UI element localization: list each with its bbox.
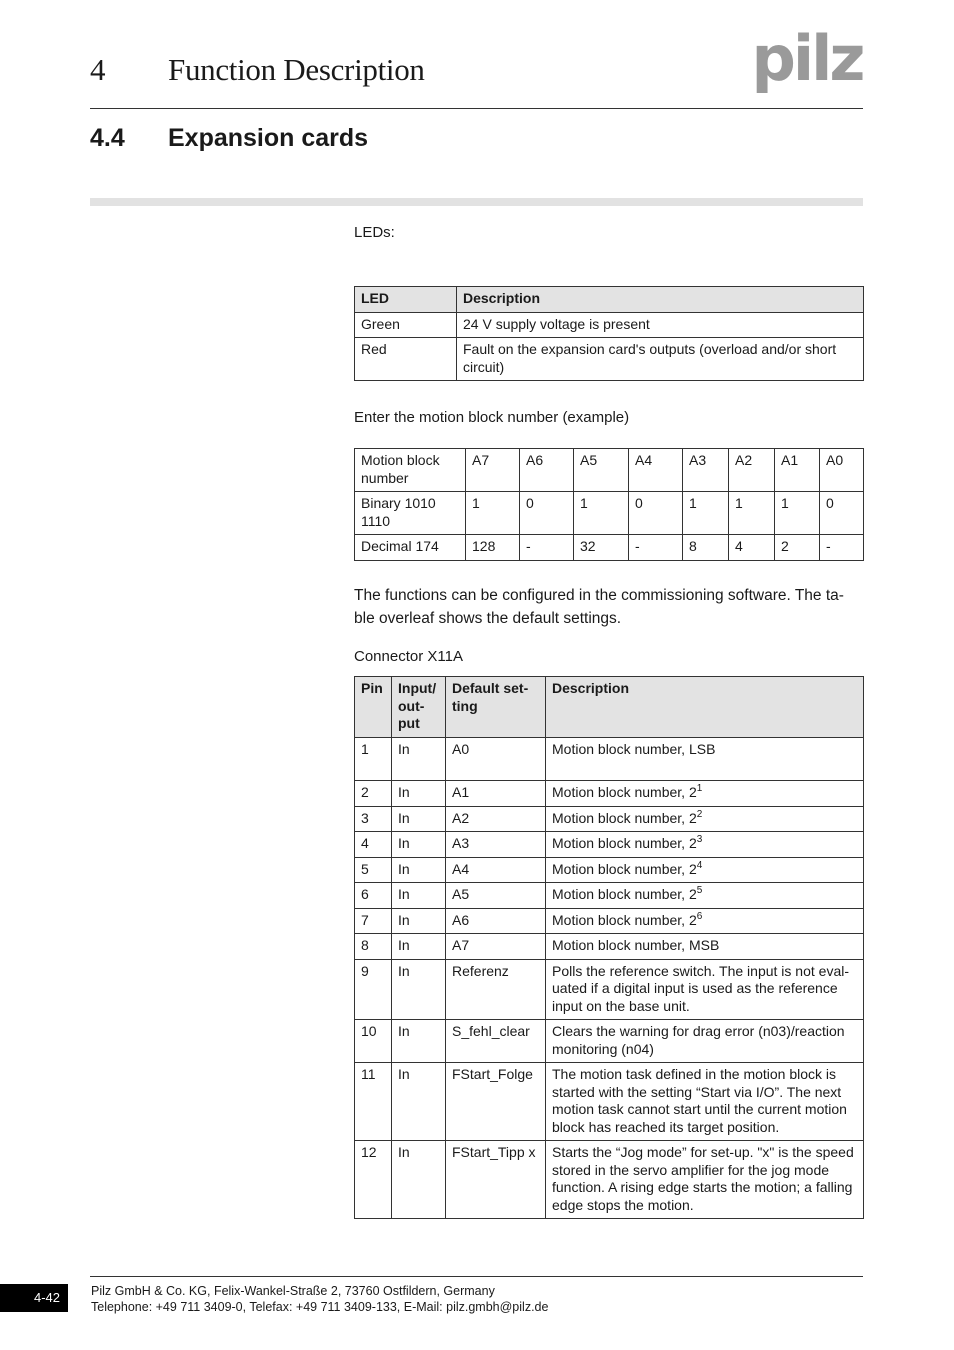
table-row — [355, 492, 864, 535]
table-cell — [355, 806, 392, 832]
cell-text: Motion block number, 2 — [552, 784, 697, 800]
table-cell — [546, 738, 864, 781]
table-cell — [355, 1063, 392, 1141]
cell-text: A7 — [452, 937, 470, 953]
config-paragraph — [354, 584, 844, 630]
table-cell — [446, 781, 546, 807]
header-rule — [90, 108, 863, 109]
table-row — [355, 449, 864, 492]
table-cell: 4 — [729, 535, 775, 561]
table-cell: - — [820, 535, 864, 561]
cell-text: A0 — [452, 741, 470, 757]
table-row — [355, 781, 864, 807]
table-cell — [355, 883, 392, 909]
table-cell — [392, 738, 446, 781]
section-divider-bar — [90, 198, 863, 206]
table-header-cell: Default set- ting — [446, 677, 546, 738]
table-cell: A0 — [820, 449, 864, 492]
table-cell: 0 — [820, 492, 864, 535]
table-row — [355, 832, 864, 858]
table-cell — [392, 1020, 446, 1063]
table-row — [355, 959, 864, 1020]
table-row — [355, 1020, 864, 1063]
table-cell — [446, 1141, 546, 1219]
table-row — [355, 738, 864, 781]
exponent: 3 — [696, 834, 703, 845]
table-header-cell: LED — [355, 287, 457, 313]
table-cell — [446, 1063, 546, 1141]
table-cell — [355, 1141, 392, 1219]
table-cell — [446, 832, 546, 858]
cell-text: 7 — [361, 911, 369, 928]
table-cell — [355, 832, 392, 858]
cell-text: FStart_Tipp x — [452, 1144, 536, 1160]
table-cell: Fault on the expansion card's outputs (overload and/or short circuit) — [457, 338, 864, 381]
table-cell — [355, 959, 392, 1020]
table-header-cell: Input/ out- put — [392, 677, 446, 738]
table-cell — [355, 908, 392, 934]
table-cell — [392, 806, 446, 832]
table-cell — [546, 806, 864, 832]
table-cell — [355, 1020, 392, 1063]
table-header-cell: Pin — [355, 677, 392, 738]
table-cell — [392, 781, 446, 807]
table-cell: 2 — [775, 535, 820, 561]
config-line-1: The functions can be configured in the commissioning software. The ta- — [354, 587, 844, 604]
leds-label: LEDs: — [354, 224, 395, 241]
table-cell — [392, 959, 446, 1020]
table-row — [355, 1063, 864, 1141]
footer-rule — [90, 1276, 863, 1277]
table-cell: 1 — [729, 492, 775, 535]
table-header-cell: Description — [546, 677, 864, 738]
table-cell: Red — [355, 338, 457, 381]
cell-text: 6 — [361, 886, 369, 902]
table-cell: A7 — [466, 449, 520, 492]
table-cell — [546, 1141, 864, 1219]
table-cell — [392, 1063, 446, 1141]
table-cell: Green — [355, 312, 457, 338]
cell-text: In — [398, 835, 410, 851]
table-cell — [546, 1063, 864, 1141]
table-cell: A5 — [574, 449, 629, 492]
table-cell: 1 — [466, 492, 520, 535]
cell-text: 11 — [361, 1066, 376, 1082]
cell-text: A2 — [452, 809, 470, 826]
table-cell: A6 — [520, 449, 574, 492]
table-cell: 24 V supply voltage is present — [457, 312, 864, 338]
cell-text: A6 — [452, 911, 470, 928]
cell-text: A1 — [452, 784, 470, 800]
cell-text: FStart_Folge — [452, 1066, 533, 1082]
table-cell — [446, 959, 546, 1020]
table-cell — [392, 832, 446, 858]
cell-text: Motion block number, 2 — [552, 911, 697, 928]
table-cell — [392, 1141, 446, 1219]
table-cell: A4 — [629, 449, 683, 492]
cell-text: 9 — [361, 962, 369, 979]
cell-text: Motion block number, 2 — [552, 835, 697, 851]
table-cell — [546, 781, 864, 807]
cell-text: S_fehl_clear — [452, 1023, 530, 1039]
table-cell — [546, 857, 864, 883]
table-cell: - — [629, 535, 683, 561]
cell-text: 8 — [361, 937, 369, 953]
table-cell — [392, 857, 446, 883]
table-cell — [392, 883, 446, 909]
table-cell: 32 — [574, 535, 629, 561]
table-cell — [446, 857, 546, 883]
connector-label: Connector X11A — [354, 648, 463, 665]
page-number: 4-42 — [0, 1284, 68, 1312]
table-row — [355, 908, 864, 934]
table-cell — [546, 883, 864, 909]
cell-text: Motion block number, MSB — [552, 937, 720, 953]
pilz-logo — [748, 28, 866, 96]
cell-text: Motion block number, 2 — [552, 886, 697, 902]
exponent: 6 — [696, 910, 703, 922]
chapter-number: 4 — [90, 52, 106, 87]
table-row — [355, 338, 864, 381]
exponent: 4 — [696, 859, 703, 871]
table-cell — [446, 883, 546, 909]
cell-text: 1 — [361, 741, 369, 757]
table-cell: Binary 1010 1110 — [355, 492, 466, 535]
table-header-row — [355, 287, 864, 313]
cell-text: 2 — [361, 784, 369, 800]
table-cell: 1 — [683, 492, 729, 535]
exponent: 2 — [696, 808, 703, 820]
cell-text: In — [398, 809, 410, 826]
cell-text: The motion task defined in the motion block is started with the setting “Start via I/O”. The next motion task cannot start until the current motion block has reached its target position. — [552, 1066, 847, 1135]
cell-text: 5 — [361, 860, 369, 877]
table-cell — [392, 934, 446, 960]
table-cell: 1 — [775, 492, 820, 535]
cell-text: 4 — [361, 835, 369, 851]
chapter-title: Function Description — [168, 52, 425, 87]
connector-table-body — [355, 738, 864, 1219]
cell-text: A3 — [452, 835, 470, 851]
table-row — [355, 934, 864, 960]
cell-text: In — [398, 1066, 410, 1082]
motion-block-table — [354, 448, 864, 561]
table-cell — [446, 908, 546, 934]
logo-wordmark: pilz — [751, 28, 863, 95]
cell-text: In — [398, 911, 410, 928]
cell-text: Motion block number, 2 — [552, 860, 697, 877]
table-row — [355, 806, 864, 832]
table-cell — [355, 738, 392, 781]
footer-company: Pilz GmbH & Co. KG, Felix-Wankel-Straße 2, 73760 Ostfildern, Germany — [91, 1284, 495, 1298]
cell-text: In — [398, 962, 410, 979]
section-number: 4.4 — [90, 124, 125, 152]
connector-table — [354, 676, 864, 1219]
table-cell: A2 — [729, 449, 775, 492]
table-cell — [392, 908, 446, 934]
exponent: 1 — [696, 783, 703, 794]
table-row — [355, 1141, 864, 1219]
table-row — [355, 883, 864, 909]
table-cell: 0 — [629, 492, 683, 535]
table-cell: 8 — [683, 535, 729, 561]
cell-text: In — [398, 1023, 410, 1039]
table-cell: 128 — [466, 535, 520, 561]
cell-text: In — [398, 886, 410, 902]
config-line-2: ble overleaf shows the default settings. — [354, 610, 622, 627]
cell-text: 10 — [361, 1023, 377, 1039]
table-row — [355, 535, 864, 561]
table-row — [355, 857, 864, 883]
table-cell — [355, 781, 392, 807]
table-header-cell: Description — [457, 287, 864, 313]
cell-text: A5 — [452, 886, 470, 902]
cell-text: In — [398, 860, 410, 877]
table-header-row — [355, 677, 864, 738]
table-cell — [546, 832, 864, 858]
led-table — [354, 286, 864, 381]
cell-text: Starts the “Jog mode” for set-up. "x" is the speed stored in the servo amplifier for the jog mode function. A rising edge starts the motion; a falling edge stops the motion. — [552, 1144, 854, 1213]
cell-text: In — [398, 784, 410, 800]
cell-text: In — [398, 1144, 410, 1160]
table-cell: A3 — [683, 449, 729, 492]
table-cell — [546, 959, 864, 1020]
cell-text: Polls the reference switch. The input is not eval-uated if a digital input is used as the reference input on the base unit. — [552, 962, 850, 1014]
exponent: 5 — [696, 885, 703, 896]
cell-text: Motion block number, 2 — [552, 809, 697, 826]
table-cell — [446, 738, 546, 781]
cell-text: 3 — [361, 809, 369, 826]
table-cell — [446, 806, 546, 832]
cell-text: Referenz — [452, 962, 509, 979]
table-cell — [546, 1020, 864, 1063]
table-cell: A1 — [775, 449, 820, 492]
table-cell — [546, 908, 864, 934]
footer-contact: Telephone: +49 711 3409-0, Telefax: +49 711 3409-133, E-Mail: pilz.gmbh@pilz.de — [91, 1300, 549, 1314]
cell-text: A4 — [452, 860, 470, 877]
cell-text: Clears the warning for drag error (n03)/reaction monitoring (n04) — [552, 1023, 845, 1057]
table-cell: 0 — [520, 492, 574, 535]
cell-text: In — [398, 937, 410, 953]
table-cell — [355, 857, 392, 883]
table-cell: Motion block number — [355, 449, 466, 492]
table-cell — [446, 934, 546, 960]
table-cell: Decimal 174 — [355, 535, 466, 561]
table-cell — [546, 934, 864, 960]
table-cell: 1 — [574, 492, 629, 535]
table-cell — [355, 934, 392, 960]
cell-text: 12 — [361, 1144, 377, 1160]
table-row — [355, 312, 864, 338]
cell-text: In — [398, 741, 410, 757]
section-title: Expansion cards — [168, 124, 369, 152]
table-cell: - — [520, 535, 574, 561]
motion-block-intro: Enter the motion block number (example) — [354, 409, 630, 426]
table-cell — [446, 1020, 546, 1063]
cell-text: Motion block number, LSB — [552, 741, 716, 757]
